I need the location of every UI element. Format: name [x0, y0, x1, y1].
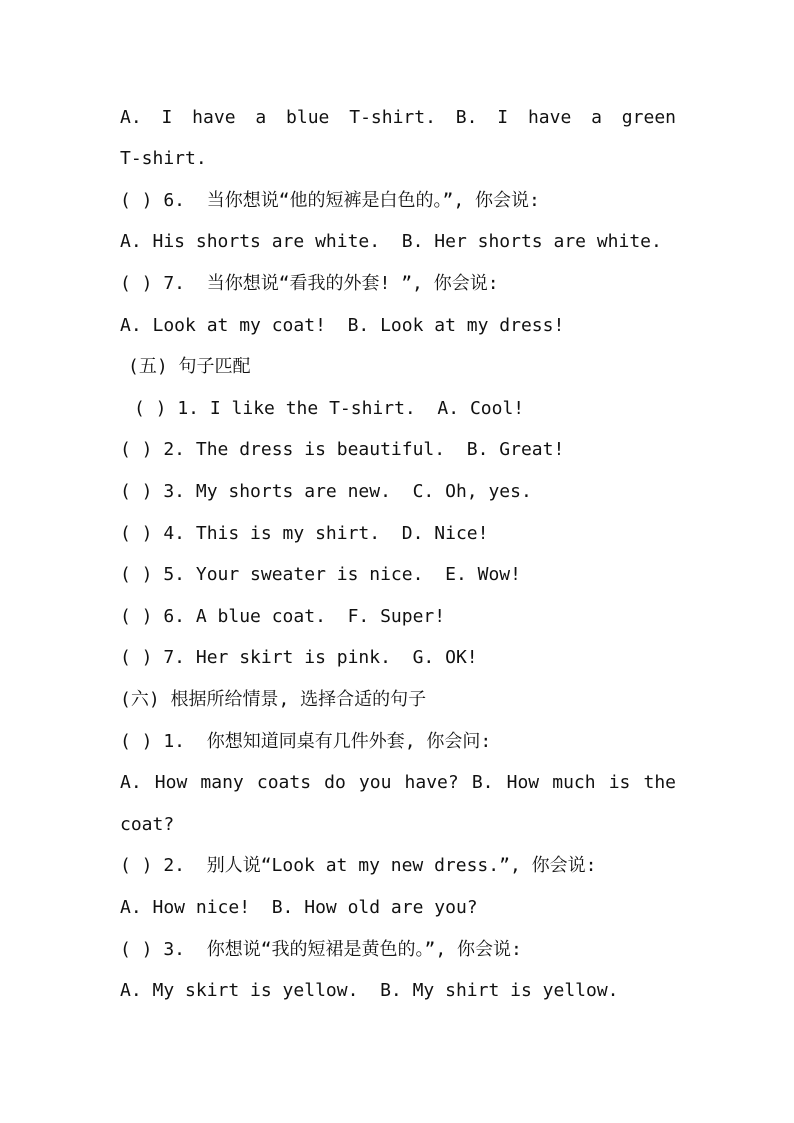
- match-item-6: ( ) 6. A blue coat. F. Super!: [120, 606, 446, 627]
- section-6-heading: (六) 根据所给情景, 选择合适的句子: [120, 689, 427, 710]
- s6-q1-question: ( ) 1. 你想知道同桌有几件外套, 你会问:: [120, 731, 492, 752]
- s6-q2-question: ( ) 2. 别人说“Look at my new dress.”, 你会说:: [120, 855, 597, 876]
- section-5-heading: (五) 句子匹配: [128, 356, 251, 377]
- match-item-7: ( ) 7. Her skirt is pink. G. OK!: [120, 647, 478, 668]
- q5-options-line: A. I have a blue T-shirt. B. I have a green: [120, 107, 676, 128]
- q6-options: A. His shorts are white. B. Her shorts are white.: [120, 231, 662, 252]
- match-item-1: ( ) 1. I like the T-shirt. A. Cool!: [134, 398, 525, 419]
- q6-question: ( ) 6. 当你想说“他的短裤是白色的。”, 你会说:: [120, 190, 540, 211]
- s6-q3-options: A. My skirt is yellow. B. My shirt is yellow.: [120, 980, 619, 1001]
- s6-q1-options: A. How many coats do you have? B. How much is the: [120, 772, 676, 793]
- s6-q3-question: ( ) 3. 你想说“我的短裙是黄色的。”, 你会说:: [120, 939, 522, 960]
- q5-options-continuation: T-shirt.: [120, 148, 207, 169]
- match-item-4: ( ) 4. This is my shirt. D. Nice!: [120, 523, 489, 544]
- match-item-5: ( ) 5. Your sweater is nice. E. Wow!: [120, 564, 521, 585]
- match-item-3: ( ) 3. My shorts are new. C. Oh, yes.: [120, 481, 532, 502]
- q7-question: ( ) 7. 当你想说“看我的外套! ”, 你会说:: [120, 273, 499, 294]
- s6-q1-options-continuation: coat?: [120, 814, 175, 835]
- match-item-2: ( ) 2. The dress is beautiful. B. Great!: [120, 439, 565, 460]
- q7-options: A. Look at my coat! B. Look at my dress!: [120, 315, 565, 336]
- s6-q2-options: A. How nice! B. How old are you?: [120, 897, 478, 918]
